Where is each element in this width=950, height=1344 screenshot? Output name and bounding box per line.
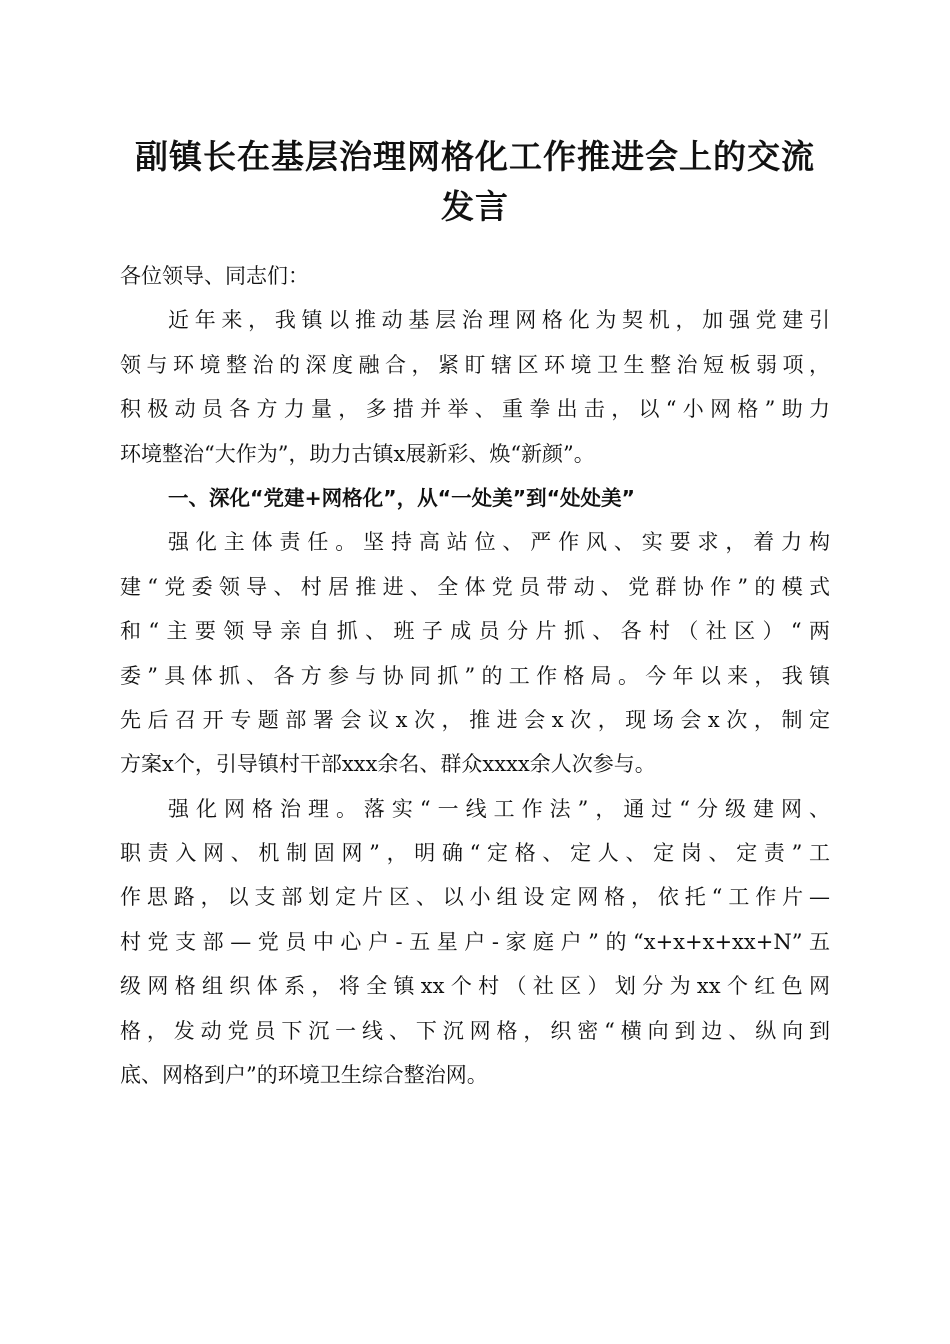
paragraph-line: 领与环境整治的深度融合，紧盯辖区环境卫生整治短板弱项，: [120, 352, 830, 377]
document-body: [120, 254, 830, 1097]
paragraph-line: 职责入网、机制固网”，明确“定格、定人、定岗、定责”工: [120, 841, 830, 866]
paragraph-line: 强化主体责任。坚持高站位、严作风、实要求，着力构: [168, 530, 830, 555]
grid-governance-paragraph: [120, 787, 830, 1098]
paragraph-line: 委”具体抓、各方参与协同抓”的工作格局。今年以来，我镇: [120, 663, 830, 688]
paragraph-line: 方案x个，引导镇村干部xxx余名、群众xxxx余人次参与。: [120, 752, 656, 777]
responsibility-paragraph: [120, 520, 830, 786]
paragraph-line: 格，发动党员下沉一线、下沉网格，织密“横向到边、纵向到: [120, 1018, 830, 1043]
paragraph-line: 村党支部—党员中心户-五星户-家庭户”的“x+x+x+xx+N”五: [120, 929, 830, 954]
paragraph-line: 强化网格治理。落实“一线工作法”，通过“分级建网、: [168, 796, 830, 821]
paragraph-line: 先后召开专题部署会议x次，推进会x次，现场会x次，制定: [120, 707, 830, 732]
paragraph-line: 环境整治“大作为”，助力古镇x展新彩、焕“新颜”。: [120, 441, 595, 466]
paragraph-line: 作思路，以支部划定片区、以小组设定网格，依托“工作片—: [120, 885, 830, 910]
paragraph-line: 近年来，我镇以推动基层治理网格化为契机，加强党建引: [168, 308, 830, 333]
paragraph-line: 级网格组织体系，将全镇xx个村（社区）划分为xx个红色网: [120, 974, 830, 999]
paragraph-line: 积极动员各方力量，多措并举、重拳出击，以“小网格”助力: [120, 397, 830, 422]
intro-paragraph: [120, 298, 830, 476]
paragraph-line: 底、网格到户”的环境卫生综合整治网。: [120, 1063, 488, 1088]
document-title: [110, 132, 840, 232]
title-line: 副镇长在基层治理网格化工作推进会上的交流: [135, 137, 815, 176]
title-line: 发言: [441, 187, 509, 226]
salutation: 各位领导、同志们：: [120, 264, 309, 288]
section-heading: 一、深化“党建+网格化”，从“一处美”到“处处美”: [168, 485, 636, 510]
paragraph-line: 建“党委领导、村居推进、全体党员带动、党群协作”的模式: [120, 574, 830, 599]
paragraph-line: 和“主要领导亲自抓、班子成员分片抓、各村（社区）“两: [120, 619, 830, 644]
